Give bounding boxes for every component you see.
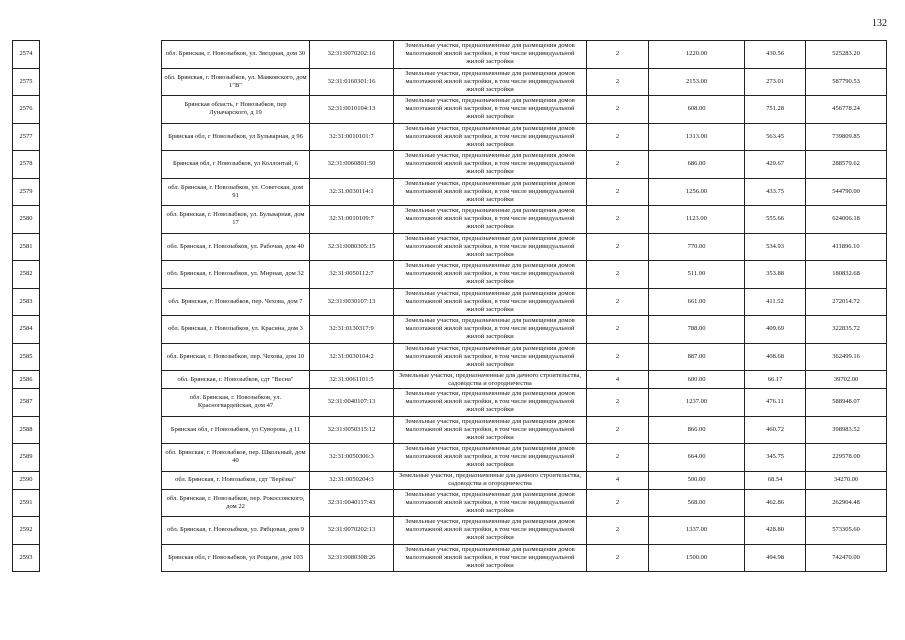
address-cell: обл. Брянская, г. Новозыбков, пер. Чехова, дом 7 [162, 288, 310, 316]
group-number-cell: 4 [587, 371, 649, 389]
table-body [13, 41, 887, 572]
empty-gap-cell [40, 123, 162, 151]
address-cell: обл. Брянская, г. Новозыбков, сдт "Весна" [162, 371, 310, 389]
land-use-cell: Земельные участки, предназначенные для размещения домов малоэтажной жилой застройки, в том числе индивидуальной жилой застройки [394, 544, 587, 572]
land-use-cell: Земельные участки, предназначенные для размещения домов малоэтажной жилой застройки, в том числе индивидуальной жилой застройки [394, 178, 587, 206]
row-number-cell: 2588 [13, 416, 40, 444]
cadastral-number-cell: 32:31:0010104:13 [310, 96, 394, 124]
table-row [13, 416, 887, 444]
table-row [13, 471, 887, 489]
area-cell: 1256.00 [649, 178, 745, 206]
empty-gap-cell [40, 151, 162, 179]
cadastral-number-cell: 32:31:0030114:1 [310, 178, 394, 206]
table-row [13, 206, 887, 234]
cadastral-value-cell: 544790.00 [806, 178, 887, 206]
row-number-cell: 2593 [13, 544, 40, 572]
area-cell: 608.00 [649, 96, 745, 124]
cadastral-number-cell: 32:31:0070202:16 [310, 41, 394, 69]
cadastral-number-cell: 32:31:0060801:50 [310, 151, 394, 179]
land-use-cell: Земельные участки, предназначенные для размещения домов малоэтажной жилой застройки, в том числе индивидуальной жилой застройки [394, 517, 587, 545]
row-number-cell: 2582 [13, 261, 40, 289]
area-cell: 1220.00 [649, 41, 745, 69]
empty-gap-cell [40, 41, 162, 69]
cadastral-number-cell: 32:31:0040117:43 [310, 489, 394, 517]
table-row [13, 68, 887, 96]
row-number-cell: 2576 [13, 96, 40, 124]
cadastral-value-cell: 573305.60 [806, 517, 887, 545]
area-cell: 500.00 [649, 471, 745, 489]
group-number-cell: 2 [587, 544, 649, 572]
cadastral-value-cell: 588948.07 [806, 389, 887, 417]
area-cell: 661.00 [649, 288, 745, 316]
area-cell: 1313.00 [649, 123, 745, 151]
cadastral-value-cell: 742470.00 [806, 544, 887, 572]
empty-gap-cell [40, 389, 162, 417]
address-cell: Брянская обл, г Новозыбков, ул Суворова, д 11 [162, 416, 310, 444]
address-cell: обл. Брянская, г. Новозыбков, пер. Школьный, дом 40 [162, 444, 310, 472]
specific-value-cell: 460.72 [745, 416, 806, 444]
land-use-cell: Земельные участки, предназначенные для размещения домов малоэтажной жилой застройки, в том числе индивидуальной жилой застройки [394, 123, 587, 151]
address-cell: обл. Брянская, г. Новозыбков, ул. Маяковского, дом 1"В" [162, 68, 310, 96]
row-number-cell: 2589 [13, 444, 40, 472]
area-cell: 511.00 [649, 261, 745, 289]
row-number-cell: 2579 [13, 178, 40, 206]
cadastral-value-cell: 39702.00 [806, 371, 887, 389]
land-use-cell: Земельные участки, предназначенные для размещения домов малоэтажной жилой застройки, в том числе индивидуальной жилой застройки [394, 389, 587, 417]
address-cell: обл. Брянская, г. Новозыбков, ул. Красногвардейская, дом 47 [162, 389, 310, 417]
address-cell: Брянская обл, г Новозыбков, ул Бульварная, д 96 [162, 123, 310, 151]
area-cell: 770.00 [649, 233, 745, 261]
specific-value-cell: 411.52 [745, 288, 806, 316]
address-cell: обл. Брянская, г. Новозыбков, ул. Рябцовая, дом 9 [162, 517, 310, 545]
empty-gap-cell [40, 416, 162, 444]
land-use-cell: Земельные участки, предназначенные для размещения домов малоэтажной жилой застройки, в том числе индивидуальной жилой застройки [394, 41, 587, 69]
area-cell: 866.00 [649, 416, 745, 444]
empty-gap-cell [40, 96, 162, 124]
area-cell: 887.00 [649, 343, 745, 371]
cadastral-number-cell: 32:31:0080305:15 [310, 233, 394, 261]
table-row [13, 151, 887, 179]
area-cell: 1237.00 [649, 389, 745, 417]
specific-value-cell: 534.93 [745, 233, 806, 261]
group-number-cell: 2 [587, 178, 649, 206]
table-row [13, 444, 887, 472]
table-row [13, 123, 887, 151]
row-number-cell: 2580 [13, 206, 40, 234]
row-number-cell: 2584 [13, 316, 40, 344]
table-row [13, 544, 887, 572]
row-number-cell: 2578 [13, 151, 40, 179]
area-cell: 664.00 [649, 444, 745, 472]
cadastral-number-cell: 32:31:0050204:3 [310, 471, 394, 489]
group-number-cell: 2 [587, 343, 649, 371]
cadastral-value-cell: 456778.24 [806, 96, 887, 124]
table-row [13, 261, 887, 289]
group-number-cell: 2 [587, 206, 649, 234]
empty-gap-cell [40, 517, 162, 545]
specific-value-cell: 353.88 [745, 261, 806, 289]
cadastral-value-cell: 229578.00 [806, 444, 887, 472]
row-number-cell: 2583 [13, 288, 40, 316]
specific-value-cell: 555.66 [745, 206, 806, 234]
group-number-cell: 2 [587, 151, 649, 179]
cadastral-number-cell: 32:31:0130317:9 [310, 316, 394, 344]
group-number-cell: 2 [587, 261, 649, 289]
empty-gap-cell [40, 316, 162, 344]
empty-gap-cell [40, 444, 162, 472]
row-number-cell: 2590 [13, 471, 40, 489]
land-use-cell: Земельные участки, предназначенные для размещения домов малоэтажной жилой застройки, в том числе индивидуальной жилой застройки [394, 316, 587, 344]
address-cell: обл. Брянская, г. Новозыбков, пер. Чехова, дом 10 [162, 343, 310, 371]
table-row [13, 41, 887, 69]
land-use-cell: Земельные участки, предназначенные для размещения домов малоэтажной жилой застройки, в том числе индивидуальной жилой застройки [394, 288, 587, 316]
specific-value-cell: 751.28 [745, 96, 806, 124]
specific-value-cell: 408.68 [745, 343, 806, 371]
cadastral-number-cell: 32:31:0050306:3 [310, 444, 394, 472]
land-use-cell: Земельные участки, предназначенные для размещения домов малоэтажной жилой застройки, в том числе индивидуальной жилой застройки [394, 206, 587, 234]
cadastral-value-cell: 624006.18 [806, 206, 887, 234]
cadastral-value-cell: 362499.16 [806, 343, 887, 371]
specific-value-cell: 420.67 [745, 151, 806, 179]
empty-gap-cell [40, 206, 162, 234]
cadastral-number-cell: 32:31:0030107:13 [310, 288, 394, 316]
specific-value-cell: 494.98 [745, 544, 806, 572]
land-use-cell: Земельные участки, предназначенные для дачного строительства, садоводства и огородничества [394, 471, 587, 489]
group-number-cell: 2 [587, 416, 649, 444]
land-use-cell: Земельные участки, предназначенные для размещения домов малоэтажной жилой застройки, в том числе индивидуальной жилой застройки [394, 343, 587, 371]
empty-gap-cell [40, 471, 162, 489]
table-row [13, 489, 887, 517]
specific-value-cell: 433.75 [745, 178, 806, 206]
table-row [13, 316, 887, 344]
row-number-cell: 2587 [13, 389, 40, 417]
group-number-cell: 2 [587, 123, 649, 151]
land-use-cell: Земельные участки, предназначенные для дачного строительства, садоводства и огородничества [394, 371, 587, 389]
area-cell: 788.00 [649, 316, 745, 344]
cadastral-value-cell: 739809.85 [806, 123, 887, 151]
specific-value-cell: 409.69 [745, 316, 806, 344]
table-row [13, 178, 887, 206]
specific-value-cell: 430.56 [745, 41, 806, 69]
table-row [13, 96, 887, 124]
address-cell: обл. Брянская, г. Новозыбков, ул. Бульварная, дом 17 [162, 206, 310, 234]
table-row [13, 517, 887, 545]
address-cell: обл. Брянская, г. Новозыбков, ул. Рабочая, дом 40 [162, 233, 310, 261]
land-use-cell: Земельные участки, предназначенные для размещения домов малоэтажной жилой застройки, в том числе индивидуальной жилой застройки [394, 151, 587, 179]
group-number-cell: 2 [587, 444, 649, 472]
empty-gap-cell [40, 233, 162, 261]
empty-gap-cell [40, 489, 162, 517]
specific-value-cell: 462.86 [745, 489, 806, 517]
specific-value-cell: 476.11 [745, 389, 806, 417]
row-number-cell: 2574 [13, 41, 40, 69]
table-row [13, 288, 887, 316]
cadastral-number-cell: 32:31:0050112:7 [310, 261, 394, 289]
address-cell: обл. Брянская, г. Новозыбков, ул. Красина, дом 3 [162, 316, 310, 344]
table-row [13, 233, 887, 261]
address-cell: обл. Брянская, г. Новозыбков, сдт "Берёзка" [162, 471, 310, 489]
cadastral-value-cell: 322835.72 [806, 316, 887, 344]
empty-gap-cell [40, 178, 162, 206]
group-number-cell: 2 [587, 389, 649, 417]
area-cell: 2153.00 [649, 68, 745, 96]
empty-gap-cell [40, 261, 162, 289]
cadastral-value-cell: 180832.68 [806, 261, 887, 289]
area-cell: 1500.00 [649, 544, 745, 572]
cadastral-value-cell: 411896.10 [806, 233, 887, 261]
empty-gap-cell [40, 288, 162, 316]
cadastral-value-cell: 288579.62 [806, 151, 887, 179]
group-number-cell: 2 [587, 489, 649, 517]
area-cell: 686.00 [649, 151, 745, 179]
specific-value-cell: 68.54 [745, 471, 806, 489]
address-cell: обл. Брянская, г. Новозыбков, ул. Звездная, дом 30 [162, 41, 310, 69]
cadastral-number-cell: 32:31:0040107:13 [310, 389, 394, 417]
cadastral-number-cell: 32:31:0070202:13 [310, 517, 394, 545]
land-use-cell: Земельные участки, предназначенные для размещения домов малоэтажной жилой застройки, в том числе индивидуальной жилой застройки [394, 489, 587, 517]
cadastral-value-cell: 262904.48 [806, 489, 887, 517]
row-number-cell: 2592 [13, 517, 40, 545]
group-number-cell: 2 [587, 68, 649, 96]
specific-value-cell: 563.45 [745, 123, 806, 151]
cadastral-number-cell: 32:31:0050315:12 [310, 416, 394, 444]
address-cell: Брянская обл, г Новозыбков, ул Рощаги, дом 103 [162, 544, 310, 572]
group-number-cell: 2 [587, 288, 649, 316]
row-number-cell: 2581 [13, 233, 40, 261]
empty-gap-cell [40, 343, 162, 371]
specific-value-cell: 66.17 [745, 371, 806, 389]
cadastral-number-cell: 32:31:0010109:7 [310, 206, 394, 234]
group-number-cell: 2 [587, 316, 649, 344]
address-cell: обл. Брянская, г. Новозыбков, ул. Мирная, дом 32 [162, 261, 310, 289]
cadastral-number-cell: 32:31:0010101:7 [310, 123, 394, 151]
land-use-cell: Земельные участки, предназначенные для размещения домов малоэтажной жилой застройки, в том числе индивидуальной жилой застройки [394, 416, 587, 444]
address-cell: Брянская область, г Новозыбков, пер Луначарского, д 19 [162, 96, 310, 124]
row-number-cell: 2591 [13, 489, 40, 517]
area-cell: 1123.00 [649, 206, 745, 234]
area-cell: 1337.00 [649, 517, 745, 545]
cadastral-value-cell: 587790.53 [806, 68, 887, 96]
cadastral-number-cell: 32:31:0160301:16 [310, 68, 394, 96]
cadastral-value-cell: 398983.52 [806, 416, 887, 444]
row-number-cell: 2577 [13, 123, 40, 151]
empty-gap-cell [40, 371, 162, 389]
table-row [13, 371, 887, 389]
table-row [13, 389, 887, 417]
cadastral-number-cell: 32:31:0030104:2 [310, 343, 394, 371]
row-number-cell: 2585 [13, 343, 40, 371]
specific-value-cell: 345.75 [745, 444, 806, 472]
group-number-cell: 4 [587, 471, 649, 489]
land-use-cell: Земельные участки, предназначенные для размещения домов малоэтажной жилой застройки, в том числе индивидуальной жилой застройки [394, 68, 587, 96]
page-number: 132 [872, 18, 887, 29]
cadastral-number-cell: 32:31:0080308:26 [310, 544, 394, 572]
cadastral-value-cell: 525283.20 [806, 41, 887, 69]
address-cell: Брянская обл, г Новозыбков, ул Коллонтай, 6 [162, 151, 310, 179]
empty-gap-cell [40, 544, 162, 572]
cadastral-value-cell: 272014.72 [806, 288, 887, 316]
cadastral-number-cell: 32:31:0061101:5 [310, 371, 394, 389]
land-use-cell: Земельные участки, предназначенные для размещения домов малоэтажной жилой застройки, в том числе индивидуальной жилой застройки [394, 261, 587, 289]
specific-value-cell: 273.01 [745, 68, 806, 96]
address-cell: обл. Брянская, г. Новозыбков, ул. Советская, дом 91 [162, 178, 310, 206]
cadastral-value-cell: 34270.00 [806, 471, 887, 489]
row-number-cell: 2586 [13, 371, 40, 389]
land-use-cell: Земельные участки, предназначенные для размещения домов малоэтажной жилой застройки, в том числе индивидуальной жилой застройки [394, 233, 587, 261]
area-cell: 568.00 [649, 489, 745, 517]
group-number-cell: 2 [587, 96, 649, 124]
group-number-cell: 2 [587, 233, 649, 261]
land-use-cell: Земельные участки, предназначенные для размещения домов малоэтажной жилой застройки, в том числе индивидуальной жилой застройки [394, 444, 587, 472]
land-plot-registry-table [12, 40, 887, 572]
land-use-cell: Земельные участки, предназначенные для размещения домов малоэтажной жилой застройки, в том числе индивидуальной жилой застройки [394, 96, 587, 124]
group-number-cell: 2 [587, 41, 649, 69]
address-cell: обл. Брянская, г. Новозыбков, пер. Рокоссовского, дом 22 [162, 489, 310, 517]
area-cell: 600.00 [649, 371, 745, 389]
row-number-cell: 2575 [13, 68, 40, 96]
empty-gap-cell [40, 68, 162, 96]
group-number-cell: 2 [587, 517, 649, 545]
specific-value-cell: 428.80 [745, 517, 806, 545]
table-row [13, 343, 887, 371]
